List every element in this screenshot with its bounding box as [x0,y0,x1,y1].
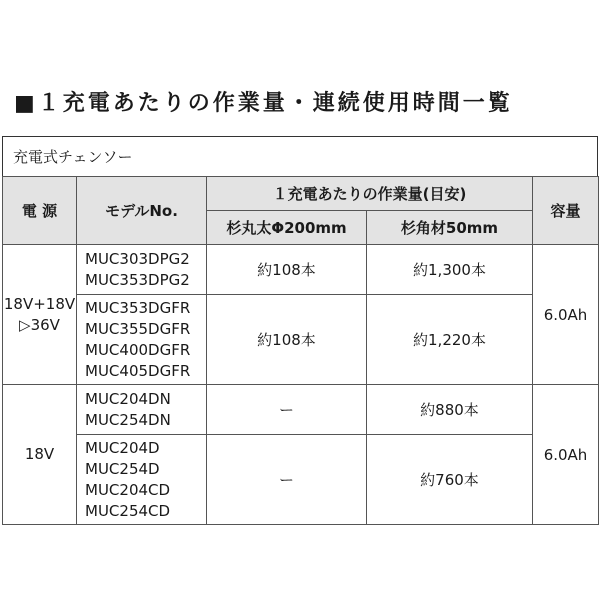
model-number: MUC254CD [85,501,171,520]
model-number: MUC204CD [85,480,171,499]
header-power: 電 源 [3,177,77,245]
power-line: ▷36V [19,315,60,334]
power-line: 18V [24,445,55,463]
model-cell [77,385,207,435]
header-capacity: 容量 [533,177,599,245]
table-row [3,385,599,435]
square-timber-value: 約1,220本 [367,295,533,385]
model-cell [77,435,207,525]
page-title: ■１充電あたりの作業量・連続使用時間一覧 [14,91,513,116]
square-timber-value: 約1,300本 [367,245,533,295]
power-line: 18V+18V [3,294,76,313]
model-number: MUC254DN [85,410,171,429]
capacity-value: 6.0Ah [533,245,599,385]
header-work-group: １充電あたりの作業量(目安) [207,177,533,211]
model-number: MUC204D [85,438,160,457]
power-cell [3,385,77,525]
square-timber-value: 約760本 [367,435,533,525]
table-row [3,245,599,295]
power-cell [3,245,77,385]
header-square-timber: 杉角材50mm [367,211,533,245]
header-model: モデルNo. [77,177,207,245]
round-log-value: ー [207,435,367,525]
model-number: MUC303DPG2 [85,249,190,268]
model-cell [77,245,207,295]
model-number: MUC405DGFR [85,361,191,380]
table-row [3,295,599,385]
model-number: MUC355DGFR [85,319,191,338]
round-log-value: 約108本 [207,295,367,385]
round-log-value: 約108本 [207,245,367,295]
header-round-log: 杉丸太Φ200mm [207,211,367,245]
capacity-value: 6.0Ah [533,385,599,525]
spec-table [2,176,599,525]
model-number: MUC400DGFR [85,340,191,359]
model-cell [77,295,207,385]
table-row [3,435,599,525]
model-number: MUC353DPG2 [85,270,190,289]
section-label: 充電式チェンソー [2,136,598,176]
square-timber-value: 約880本 [367,385,533,435]
model-number: MUC353DGFR [85,298,191,317]
model-number: MUC254D [85,459,160,478]
round-log-value: ー [207,385,367,435]
model-number: MUC204DN [85,389,171,408]
